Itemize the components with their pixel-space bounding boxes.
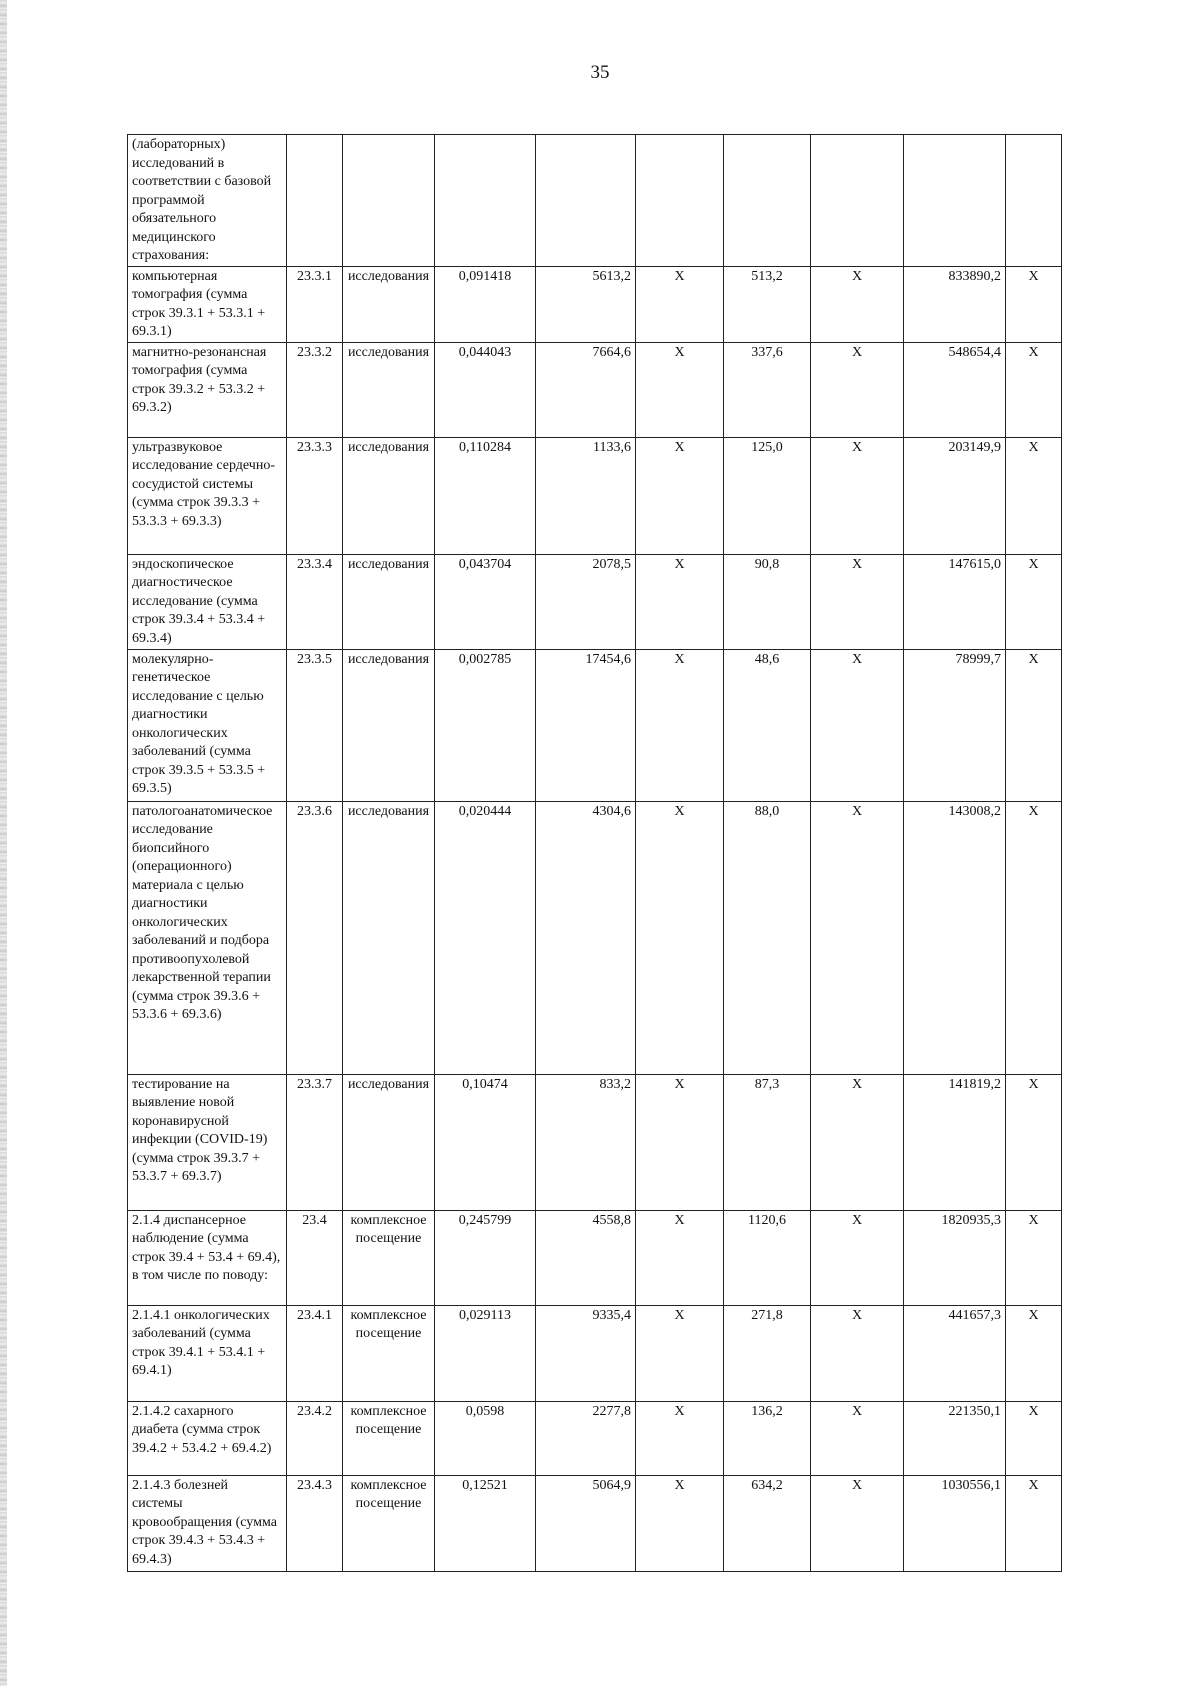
row-mark: Х xyxy=(636,801,724,1074)
row-name: 2.1.4.3 болезней системы кровообращения (сумма строк 39.4.3 + 53.4.3 + 69.4.3) xyxy=(128,1475,287,1571)
row-mark: Х xyxy=(636,1401,724,1475)
row-code: 23.3.2 xyxy=(287,342,343,437)
row-code: 23.3.1 xyxy=(287,266,343,342)
row-value: 0,10474 xyxy=(435,1074,536,1210)
row-value: 1120,6 xyxy=(724,1210,811,1305)
row-value: 17454,6 xyxy=(536,649,636,801)
row-value: 441657,3 xyxy=(904,1305,1006,1401)
row-value: 5064,9 xyxy=(536,1475,636,1571)
row-name: эндоскопическое диагностическое исследование (сумма строк 39.3.4 + 53.3.4 + 69.3.4) xyxy=(128,554,287,649)
header-cell: (лабораторных) исследований в соответствии с базовой программой обязательного медицинского страхования: xyxy=(128,135,287,267)
table-row xyxy=(128,1074,1062,1210)
row-mark: Х xyxy=(811,1475,904,1571)
table-row xyxy=(128,437,1062,554)
row-code: 23.4.1 xyxy=(287,1305,343,1401)
row-value: 0,12521 xyxy=(435,1475,536,1571)
row-value: 4558,8 xyxy=(536,1210,636,1305)
row-value: 221350,1 xyxy=(904,1401,1006,1475)
report-table xyxy=(127,134,1062,1572)
row-value: 0,091418 xyxy=(435,266,536,342)
row-mark: Х xyxy=(811,342,904,437)
row-value: 4304,6 xyxy=(536,801,636,1074)
row-value: 271,8 xyxy=(724,1305,811,1401)
row-unit: комплексное посещение xyxy=(343,1305,435,1401)
row-mark: Х xyxy=(1006,1475,1062,1571)
table-row xyxy=(128,801,1062,1074)
table-row xyxy=(128,135,1062,267)
row-mark: Х xyxy=(1006,266,1062,342)
row-mark: Х xyxy=(636,437,724,554)
row-unit: исследования xyxy=(343,649,435,801)
row-mark: Х xyxy=(1006,649,1062,801)
row-value: 0,002785 xyxy=(435,649,536,801)
table-row xyxy=(128,1401,1062,1475)
row-value: 78999,7 xyxy=(904,649,1006,801)
row-mark: Х xyxy=(811,649,904,801)
row-mark: Х xyxy=(1006,1074,1062,1210)
row-value: 2277,8 xyxy=(536,1401,636,1475)
row-value: 1030556,1 xyxy=(904,1475,1006,1571)
row-value: 147615,0 xyxy=(904,554,1006,649)
row-mark: Х xyxy=(636,342,724,437)
row-value: 90,8 xyxy=(724,554,811,649)
row-mark: Х xyxy=(811,1305,904,1401)
row-value: 0,029113 xyxy=(435,1305,536,1401)
row-name: компьютерная томография (сумма строк 39.3.1 + 53.3.1 + 69.3.1) xyxy=(128,266,287,342)
row-value: 136,2 xyxy=(724,1401,811,1475)
row-unit: комплексное посещение xyxy=(343,1210,435,1305)
row-mark: Х xyxy=(636,1305,724,1401)
row-code: 23.3.6 xyxy=(287,801,343,1074)
row-name: магнитно-резонансная томография (сумма строк 39.3.2 + 53.3.2 + 69.3.2) xyxy=(128,342,287,437)
row-unit: комплексное посещение xyxy=(343,1475,435,1571)
row-unit: исследования xyxy=(343,554,435,649)
row-value: 87,3 xyxy=(724,1074,811,1210)
row-unit: исследования xyxy=(343,342,435,437)
row-mark: Х xyxy=(811,1074,904,1210)
row-mark: Х xyxy=(636,1475,724,1571)
row-mark: Х xyxy=(811,1210,904,1305)
row-value: 7664,6 xyxy=(536,342,636,437)
row-unit: исследования xyxy=(343,266,435,342)
row-mark: Х xyxy=(636,1074,724,1210)
row-value: 203149,9 xyxy=(904,437,1006,554)
row-value: 634,2 xyxy=(724,1475,811,1571)
row-mark: Х xyxy=(811,266,904,342)
row-value: 0,0598 xyxy=(435,1401,536,1475)
row-mark: Х xyxy=(811,1401,904,1475)
row-value: 0,020444 xyxy=(435,801,536,1074)
row-value: 1133,6 xyxy=(536,437,636,554)
row-name: 2.1.4 диспансерное наблюдение (сумма строк 39.4 + 53.4 + 69.4), в том числе по поводу: xyxy=(128,1210,287,1305)
row-name: ультразвуковое исследование сердечно-сосудистой системы (сумма строк 39.3.3 + 53.3.3 + 69.3.3) xyxy=(128,437,287,554)
row-code: 23.4.2 xyxy=(287,1401,343,1475)
row-unit: комплексное посещение xyxy=(343,1401,435,1475)
row-mark: Х xyxy=(1006,554,1062,649)
page-number: 35 xyxy=(590,62,610,83)
row-name: 2.1.4.1 онкологических заболеваний (сумма строк 39.4.1 + 53.4.1 + 69.4.1) xyxy=(128,1305,287,1401)
row-name: тестирование на выявление новой коронавирусной инфекции (COVID-19) (сумма строк 39.3.7 + 53.3.7 + 69.3.7) xyxy=(128,1074,287,1210)
row-unit: исследования xyxy=(343,801,435,1074)
row-value: 833,2 xyxy=(536,1074,636,1210)
row-mark: Х xyxy=(811,801,904,1074)
row-mark: Х xyxy=(1006,437,1062,554)
row-value: 0,043704 xyxy=(435,554,536,649)
row-value: 141819,2 xyxy=(904,1074,1006,1210)
row-code: 23.3.5 xyxy=(287,649,343,801)
table-row xyxy=(128,554,1062,649)
table-row xyxy=(128,1305,1062,1401)
row-code: 23.4.3 xyxy=(287,1475,343,1571)
row-code: 23.4 xyxy=(287,1210,343,1305)
row-value: 1820935,3 xyxy=(904,1210,1006,1305)
row-value: 2078,5 xyxy=(536,554,636,649)
row-value: 143008,2 xyxy=(904,801,1006,1074)
row-mark: Х xyxy=(1006,801,1062,1074)
row-value: 548654,4 xyxy=(904,342,1006,437)
row-mark: Х xyxy=(1006,1401,1062,1475)
row-value: 513,2 xyxy=(724,266,811,342)
row-mark: Х xyxy=(1006,1305,1062,1401)
table-row xyxy=(128,342,1062,437)
row-value: 337,6 xyxy=(724,342,811,437)
row-value: 833890,2 xyxy=(904,266,1006,342)
row-mark: Х xyxy=(1006,1210,1062,1305)
row-value: 0,245799 xyxy=(435,1210,536,1305)
row-mark: Х xyxy=(636,1210,724,1305)
row-mark: Х xyxy=(636,266,724,342)
table-row xyxy=(128,649,1062,801)
row-value: 0,110284 xyxy=(435,437,536,554)
row-unit: исследования xyxy=(343,1074,435,1210)
row-mark: Х xyxy=(811,554,904,649)
row-value: 5613,2 xyxy=(536,266,636,342)
row-value: 48,6 xyxy=(724,649,811,801)
row-value: 9335,4 xyxy=(536,1305,636,1401)
row-value: 0,044043 xyxy=(435,342,536,437)
row-name: молекулярно-генетическое исследование с целью диагностики онкологических заболеваний (сумма строк 39.3.5 + 53.3.5 + 69.3.5) xyxy=(128,649,287,801)
row-name: 2.1.4.2 сахарного диабета (сумма строк 39.4.2 + 53.4.2 + 69.4.2) xyxy=(128,1401,287,1475)
table-row xyxy=(128,1210,1062,1305)
row-mark: Х xyxy=(811,437,904,554)
row-code: 23.3.7 xyxy=(287,1074,343,1210)
row-mark: Х xyxy=(636,649,724,801)
table-row xyxy=(128,1475,1062,1571)
row-value: 125,0 xyxy=(724,437,811,554)
row-value: 88,0 xyxy=(724,801,811,1074)
scan-edge xyxy=(0,0,7,1686)
row-mark: Х xyxy=(1006,342,1062,437)
row-code: 23.3.3 xyxy=(287,437,343,554)
row-code: 23.3.4 xyxy=(287,554,343,649)
table-row xyxy=(128,266,1062,342)
row-unit: исследования xyxy=(343,437,435,554)
row-name: патологоанатомическое исследование биопсийного (операционного) материала с целью диагностики онкологических заболеваний и подбора противоопухолевой лекарственной терапии (сумма строк 39.3.6 + 53.3.6 + 69.3.6) xyxy=(128,801,287,1074)
row-mark: Х xyxy=(636,554,724,649)
